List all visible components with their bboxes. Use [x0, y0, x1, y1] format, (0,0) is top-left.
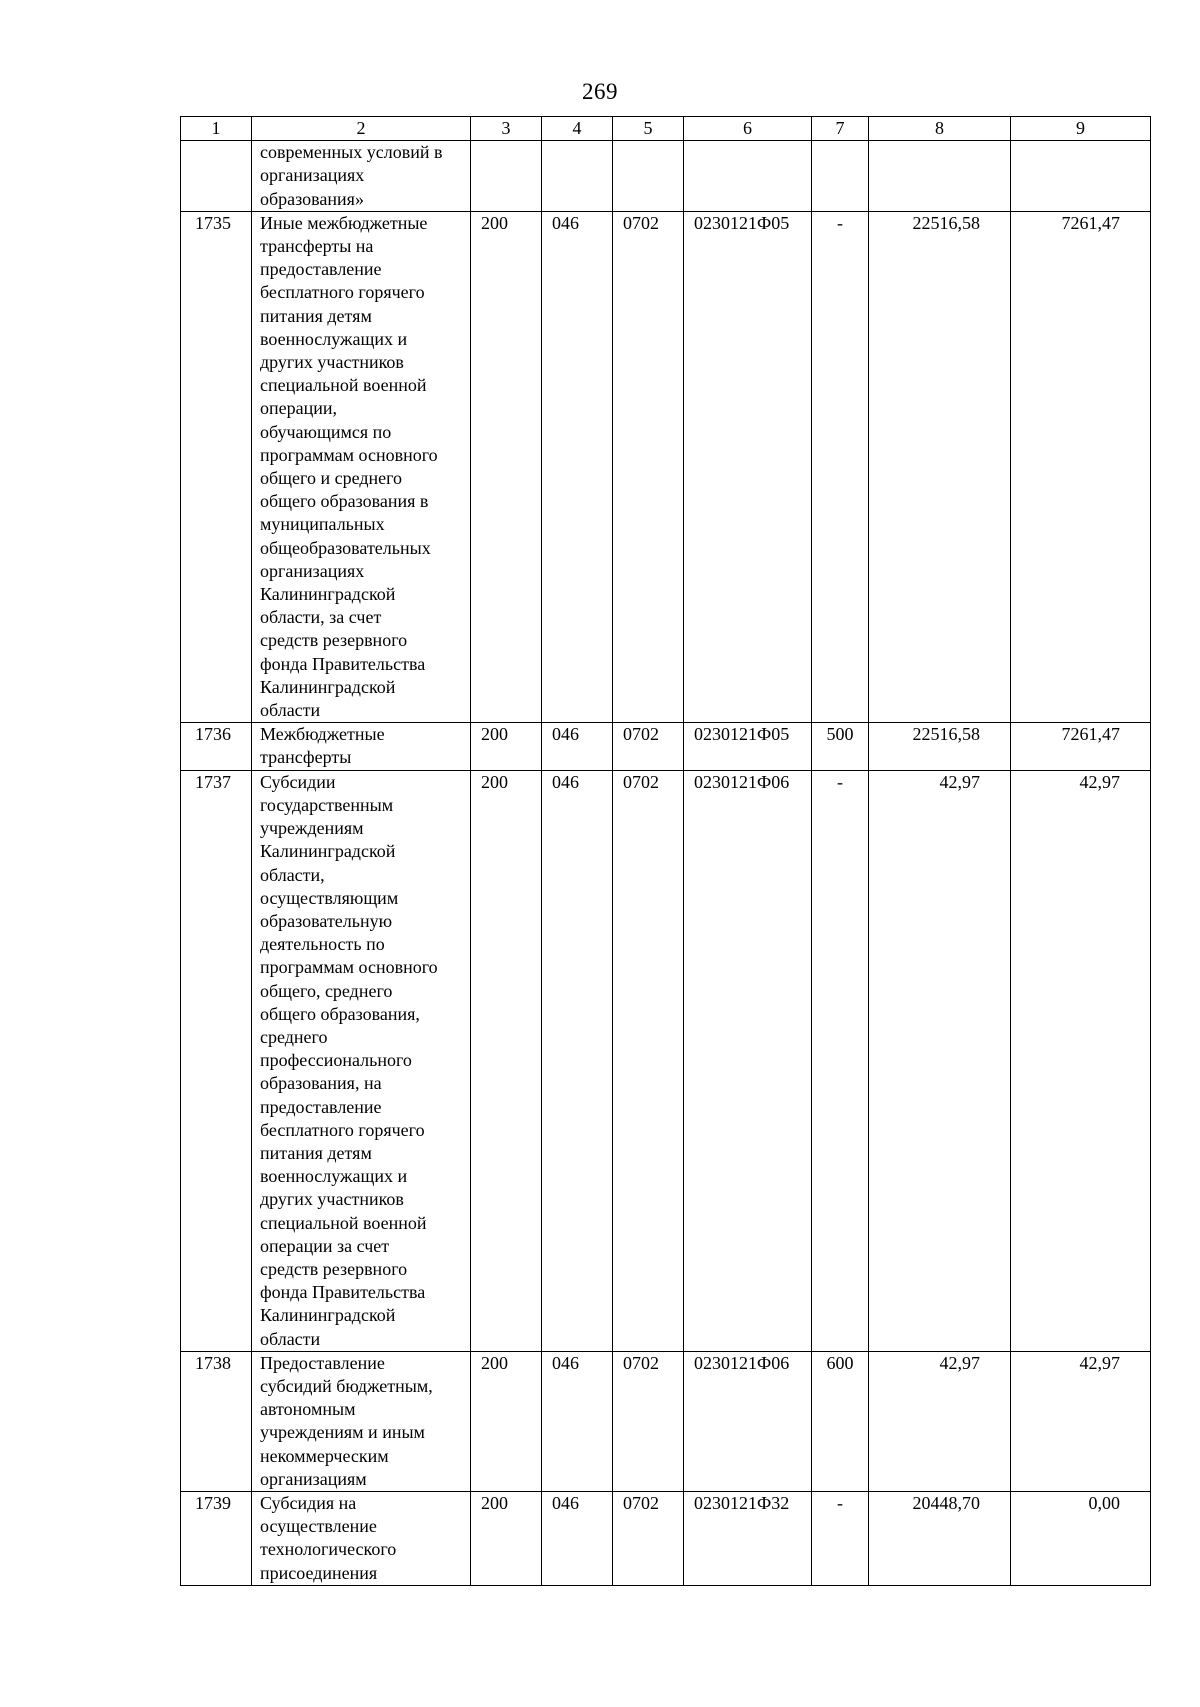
- page-number: 269: [582, 79, 618, 104]
- row-description-text: Предоставление субсидий бюджетным, автономным учреждениям и иным некоммерческим организациям: [260, 1352, 433, 1489]
- cell-col6: 0230121Ф06: [684, 1351, 812, 1491]
- row-number: 1736: [181, 723, 252, 770]
- cell-col8: 22516,58: [869, 723, 1011, 770]
- row-number: 1735: [181, 211, 252, 722]
- column-header: 9: [1011, 117, 1151, 141]
- row-description: [252, 1351, 471, 1491]
- cell-col9: 7261,47: [1011, 723, 1151, 770]
- cell-col9: 7261,47: [1011, 211, 1151, 722]
- table-row: [181, 211, 1151, 722]
- column-header: 8: [869, 117, 1011, 141]
- row-number: [181, 141, 252, 212]
- cell-col5: 0702: [613, 1491, 684, 1585]
- cell-col8: 22516,58: [869, 211, 1011, 722]
- row-description: [252, 1491, 471, 1585]
- cell-col5: 0702: [613, 723, 684, 770]
- table-row: [181, 770, 1151, 1351]
- column-header: 3: [471, 117, 542, 141]
- cell-col4: 046: [542, 723, 613, 770]
- cell-col8: 20448,70: [869, 1491, 1011, 1585]
- row-description-text: Субсидия на осуществление технологического присоединения: [260, 1492, 397, 1583]
- row-description-text: Субсидии государственным учреждениям Калининградской области, осуществляющим образовательную деятельность по программам основного общего, среднего общего образования, среднего профессионального образования, на предоставление бесплатного горячего питания детям военнослужащих и других участников специальной военной операции за счет средств резервного фонда Правительства Калининградской области: [260, 771, 438, 1349]
- cell-col3: [471, 141, 542, 212]
- row-number: 1738: [181, 1351, 252, 1491]
- table-row: [181, 141, 1151, 212]
- cell-col8: 42,97: [869, 770, 1011, 1351]
- cell-col7: [812, 141, 869, 212]
- column-header: 7: [812, 117, 869, 141]
- column-header: 4: [542, 117, 613, 141]
- table-row: [181, 723, 1151, 770]
- cell-col4: [542, 141, 613, 212]
- row-description-text: современных условий в организациях образования»: [260, 142, 443, 209]
- budget-table: [180, 116, 1151, 1586]
- cell-col4: 046: [542, 1351, 613, 1491]
- row-description: [252, 723, 471, 770]
- table-header-row: [181, 117, 1151, 141]
- row-description: [252, 770, 471, 1351]
- row-description: [252, 211, 471, 722]
- cell-col3: 200: [471, 1351, 542, 1491]
- cell-col3: 200: [471, 211, 542, 722]
- cell-col6: 0230121Ф05: [684, 723, 812, 770]
- row-description-text: Межбюджетные трансферты: [260, 724, 385, 768]
- cell-col8: [869, 141, 1011, 212]
- cell-col9: [1011, 141, 1151, 212]
- cell-col9: 42,97: [1011, 770, 1151, 1351]
- table-row: [181, 1491, 1151, 1585]
- cell-col5: [613, 141, 684, 212]
- cell-col4: 046: [542, 211, 613, 722]
- cell-col7: -: [812, 211, 869, 722]
- cell-col3: 200: [471, 1491, 542, 1585]
- cell-col5: 0702: [613, 211, 684, 722]
- column-header: 5: [613, 117, 684, 141]
- cell-col7: -: [812, 1491, 869, 1585]
- cell-col3: 200: [471, 723, 542, 770]
- cell-col6: 0230121Ф05: [684, 211, 812, 722]
- column-header: 2: [252, 117, 471, 141]
- table-row: [181, 1351, 1151, 1491]
- cell-col7: -: [812, 770, 869, 1351]
- cell-col9: 42,97: [1011, 1351, 1151, 1491]
- cell-col5: 0702: [613, 1351, 684, 1491]
- cell-col5: 0702: [613, 770, 684, 1351]
- cell-col7: 600: [812, 1351, 869, 1491]
- cell-col6: 0230121Ф32: [684, 1491, 812, 1585]
- column-header: 6: [684, 117, 812, 141]
- cell-col6: 0230121Ф06: [684, 770, 812, 1351]
- row-description-text: Иные межбюджетные трансферты на предоставление бесплатного горячего питания детям военнослужащих и других участников специальной военной операции, обучающимся по программам основного общего и среднего общего образования в муниципальных общеобразовательных организациях Калининградской области, за счет средств резервного фонда Правительства Калининградской области: [260, 212, 438, 721]
- cell-col4: 046: [542, 1491, 613, 1585]
- row-description: [252, 141, 471, 212]
- row-number: 1737: [181, 770, 252, 1351]
- row-number: 1739: [181, 1491, 252, 1585]
- cell-col3: 200: [471, 770, 542, 1351]
- cell-col4: 046: [542, 770, 613, 1351]
- cell-col9: 0,00: [1011, 1491, 1151, 1585]
- cell-col6: [684, 141, 812, 212]
- column-header: 1: [181, 117, 252, 141]
- cell-col7: 500: [812, 723, 869, 770]
- cell-col8: 42,97: [869, 1351, 1011, 1491]
